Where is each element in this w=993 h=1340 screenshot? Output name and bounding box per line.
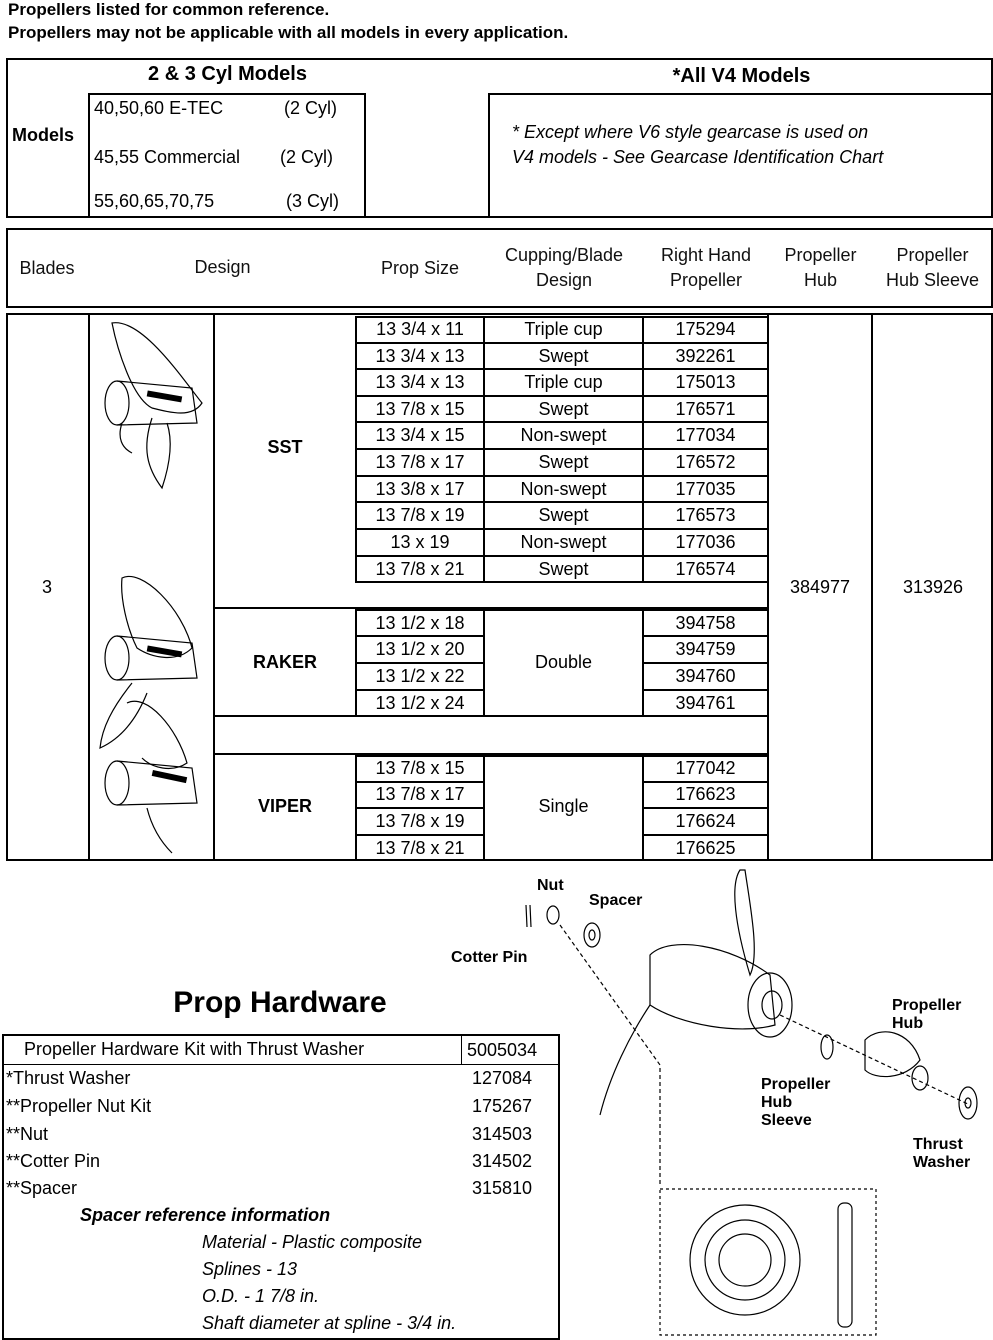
part-number: 392261	[675, 346, 736, 366]
header-rh-line2: Propeller	[669, 270, 743, 290]
models-row-label: Models	[12, 125, 75, 145]
cupping: Swept	[538, 399, 589, 419]
cupping: Swept	[538, 346, 589, 366]
prop-size: 13 7/8 x 19	[375, 505, 465, 525]
prop-size: 13 7/8 x 21	[375, 559, 465, 579]
cupping: Non-swept	[520, 479, 607, 499]
prop-size: 13 3/4 x 13	[375, 346, 465, 366]
propeller-illustrations	[92, 318, 212, 858]
part-number: 176572	[675, 452, 736, 472]
spacer-info-title: Spacer reference information	[80, 1205, 331, 1225]
cupping: Triple cup	[524, 319, 603, 339]
cupping: Triple cup	[524, 372, 603, 392]
prop-size: 13 3/4 x 13	[375, 372, 465, 392]
spacer-info-line: O.D. - 1 7/8 in.	[202, 1286, 320, 1306]
hardware-title: Prop Hardware	[173, 986, 387, 1019]
viper-cupping: Single	[538, 796, 589, 816]
header-prop-size: Prop Size	[380, 258, 460, 278]
prop-size: 13 x 19	[390, 532, 450, 552]
part-number: 394758	[675, 613, 736, 633]
prop-size: 13 7/8 x 17	[375, 784, 465, 804]
label-line: Hub	[761, 1094, 793, 1111]
v4-note-line-1: * Except where V6 style gearcase is used on	[512, 122, 869, 142]
label-hub-sleeve	[761, 1076, 830, 1130]
part-number: 176623	[675, 784, 736, 804]
cupping: Non-swept	[520, 532, 607, 552]
part-number: 176624	[675, 811, 736, 831]
header-sleeve-line2: Hub Sleeve	[885, 270, 980, 290]
note-line-2: Propellers may not be applicable with all models in every application.	[8, 23, 569, 42]
part-number: 394759	[675, 639, 736, 659]
header-cupping-line1: Cupping/Blade	[504, 245, 624, 265]
hw-item-name: **Propeller Nut Kit	[6, 1096, 152, 1116]
note-line-1: Propellers listed for common reference.	[8, 0, 330, 19]
part-number: 176625	[675, 838, 736, 858]
hw-item-name: **Nut	[6, 1124, 49, 1144]
label-propeller-hub	[892, 997, 961, 1033]
part-number: 175294	[675, 319, 736, 339]
cupping: Swept	[538, 505, 589, 525]
label-line: Sleeve	[761, 1112, 812, 1129]
part-number: 175013	[675, 372, 736, 392]
label-nut: Nut	[537, 877, 564, 894]
spacer-info-line: Splines - 13	[202, 1259, 298, 1279]
model-row-1	[94, 98, 223, 119]
header-rh-line1: Right Hand	[660, 245, 752, 265]
models-left-title: 2 & 3 Cyl Models	[148, 63, 307, 85]
prop-size: 13 1/2 x 20	[375, 639, 465, 659]
hw-item-name: **Cotter Pin	[6, 1151, 101, 1171]
label-line: Thrust	[913, 1136, 963, 1153]
label-cotter-pin: Cotter Pin	[451, 949, 528, 966]
divider	[2, 1064, 560, 1065]
part-number: 394761	[675, 693, 736, 713]
part-number: 176574	[675, 559, 736, 579]
header-hub-line2: Hub	[803, 270, 838, 290]
header-hub	[769, 243, 872, 293]
prop-size: 13 7/8 x 15	[375, 399, 465, 419]
part-number: 177036	[675, 532, 736, 552]
label-line: Hub	[892, 1015, 924, 1032]
header-cupping	[485, 243, 643, 293]
header-right-hand	[643, 243, 769, 293]
divider	[88, 313, 90, 861]
header-sleeve-line1: Propeller	[896, 245, 969, 265]
v4-note-line-2: V4 models - See Gearcase Identification Chart	[512, 147, 884, 167]
prop-size: 13 3/4 x 11	[376, 319, 464, 339]
hw-item-part: 314503	[472, 1124, 533, 1144]
prop-size: 13 1/2 x 18	[375, 613, 465, 633]
part-number: 176571	[675, 399, 736, 419]
hw-item-part: 315810	[472, 1178, 533, 1198]
design-raker: RAKER	[252, 652, 317, 672]
hub-value: 384977	[789, 577, 851, 597]
cupping: Non-swept	[520, 425, 607, 445]
model-cyl-3: (3 Cyl)	[286, 191, 339, 211]
header-cupping-line2: Design	[535, 270, 593, 290]
prop-size: 13 1/2 x 24	[375, 693, 465, 713]
hub-sleeve-value: 313926	[902, 577, 964, 597]
divider	[213, 313, 215, 861]
divider	[461, 1034, 462, 1064]
hw-item-part: 314502	[472, 1151, 533, 1171]
part-number: 394760	[675, 666, 736, 686]
label-line: Washer	[913, 1154, 971, 1171]
prop-size: 13 7/8 x 19	[375, 811, 465, 831]
design-viper: VIPER	[257, 796, 313, 816]
model-row-2: 45,55 Commercial	[94, 147, 241, 167]
cupping: Swept	[538, 559, 589, 579]
raker-cupping: Double	[534, 652, 593, 672]
hw-item-name: Propeller Hardware Kit with Thrust Washer	[24, 1039, 365, 1059]
part-number: 177035	[675, 479, 736, 499]
hw-item-part: 5005034	[467, 1040, 538, 1060]
label-thrust-washer	[913, 1136, 970, 1172]
spacer-info-line: Material - Plastic composite	[202, 1232, 423, 1252]
spacer-info-line: Shaft diameter at spline - 3/4 in.	[202, 1313, 457, 1333]
blades-value: 3	[41, 577, 52, 597]
exploded-diagram-illustration	[500, 865, 993, 1340]
hw-item-name: **Spacer	[6, 1178, 78, 1198]
header-hub-line1: Propeller	[784, 245, 857, 265]
models-right-title: *All V4 Models	[672, 65, 811, 87]
header-blades: Blades	[19, 258, 75, 278]
model-row-3: 55,60,65,70,75	[94, 191, 215, 211]
prop-size: 13 7/8 x 17	[375, 452, 465, 472]
part-number: 177042	[675, 758, 736, 778]
header-design: Design	[194, 257, 251, 277]
label-line: Propeller	[761, 1076, 831, 1093]
part-number: 176573	[675, 505, 736, 525]
prop-size: 13 3/4 x 15	[375, 425, 465, 445]
prop-size: 13 7/8 x 21	[375, 838, 465, 858]
hw-item-part: 175267	[472, 1096, 533, 1116]
hw-item-name: *Thrust Washer	[6, 1068, 131, 1088]
design-sst: SST	[267, 437, 303, 457]
label-line: Propeller	[892, 997, 962, 1014]
prop-size: 13 3/8 x 17	[375, 479, 465, 499]
header-hub-sleeve	[872, 243, 993, 293]
part-number: 177034	[675, 425, 736, 445]
label-spacer: Spacer	[589, 892, 643, 909]
hw-item-part: 127084	[472, 1068, 533, 1088]
model-cyl-1: (2 Cyl)	[284, 98, 337, 118]
cupping: Swept	[538, 452, 589, 472]
prop-size: 13 1/2 x 22	[375, 666, 465, 686]
prop-size: 13 7/8 x 15	[375, 758, 465, 778]
model-names: 40,50,60 E-TEC	[94, 98, 224, 118]
model-cyl-2: (2 Cyl)	[280, 147, 333, 167]
